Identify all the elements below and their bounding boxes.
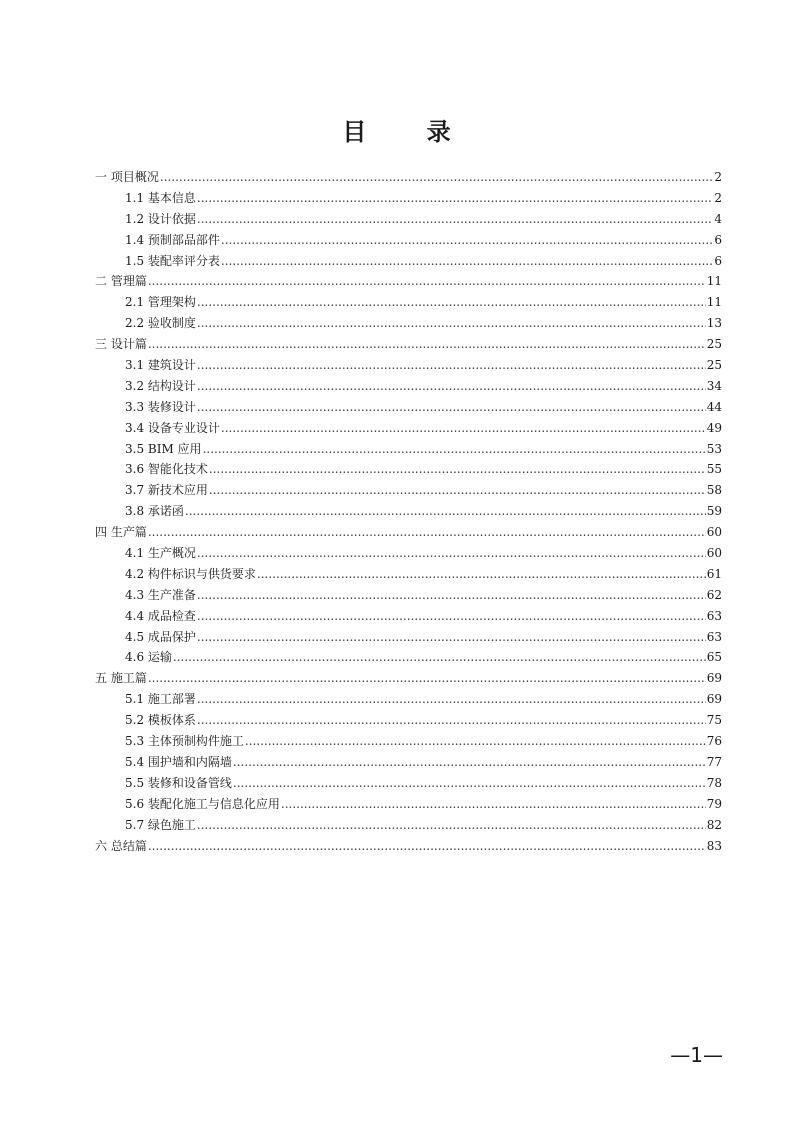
toc-entry-page-number: 11 <box>706 274 722 289</box>
toc-entry-label: 5.3 主体预制构件施工 <box>125 734 244 749</box>
toc-entry-label: 4.3 生产准备 <box>125 587 196 602</box>
toc-leader-dots <box>197 376 706 397</box>
toc-entry[interactable] <box>95 313 722 334</box>
toc-entry[interactable] <box>95 209 722 230</box>
toc-leader-dots <box>197 397 706 418</box>
toc-entry-page-number: 13 <box>706 316 722 331</box>
toc-entry-page-number: 65 <box>706 650 722 665</box>
toc-leader-dots <box>197 355 706 376</box>
toc-entry-page-number: 59 <box>706 504 722 519</box>
toc-entry[interactable] <box>95 773 722 794</box>
toc-entry-label: 3.4 设备专业设计 <box>125 420 220 435</box>
toc-entry-label: 六 总结篇 <box>95 838 147 853</box>
toc-leader-dots <box>203 439 706 460</box>
toc-leader-dots <box>197 543 706 564</box>
toc-entry-page-number: 55 <box>706 462 722 477</box>
toc-entry[interactable] <box>95 564 722 585</box>
toc-leader-dots <box>281 794 706 815</box>
toc-entry-label: 1.4 预制部品部件 <box>125 232 220 247</box>
toc-leader-dots <box>245 731 706 752</box>
toc-entry[interactable] <box>95 418 722 439</box>
toc-entry-page-number: 82 <box>706 817 722 832</box>
toc-entry-page-number: 78 <box>706 775 722 790</box>
toc-leader-dots <box>148 271 706 292</box>
toc-entry[interactable] <box>95 271 722 292</box>
toc-entry-page-number: 2 <box>714 190 722 205</box>
page-number: —1— <box>670 1043 723 1067</box>
toc-leader-dots <box>209 480 706 501</box>
toc-entry-page-number: 60 <box>706 546 722 561</box>
toc-leader-dots <box>197 209 713 230</box>
toc-leader-dots <box>197 188 713 209</box>
toc-entry[interactable] <box>95 668 722 689</box>
toc-leader-dots <box>197 313 706 334</box>
toc-leader-dots <box>148 522 706 543</box>
toc-entry-label: 5.5 装修和设备管线 <box>125 775 232 790</box>
toc-entry-label: 3.3 装修设计 <box>125 399 196 414</box>
toc-entry-label: 4.6 运输 <box>125 650 172 665</box>
toc-entry[interactable] <box>95 647 722 668</box>
toc-entry-page-number: 44 <box>706 399 722 414</box>
toc-leader-dots <box>197 710 706 731</box>
toc-entry-label: 3.7 新技术应用 <box>125 483 208 498</box>
toc-entry[interactable] <box>95 501 722 522</box>
toc-entry-label: 3.6 智能化技术 <box>125 462 208 477</box>
toc-entry-page-number: 75 <box>706 713 722 728</box>
toc-entry-label: 4.4 成品检查 <box>125 608 196 623</box>
toc-leader-dots <box>197 627 706 648</box>
toc-entry-page-number: 77 <box>706 754 722 769</box>
toc-leader-dots <box>233 752 706 773</box>
toc-entry-label: 1.5 装配率评分表 <box>125 253 220 268</box>
toc-entry-page-number: 60 <box>706 525 722 540</box>
toc-entry-label: 1.2 设计依据 <box>125 211 196 226</box>
toc-leader-dots <box>197 815 706 836</box>
toc-leader-dots <box>221 418 706 439</box>
toc-leader-dots <box>173 647 706 668</box>
toc-entry[interactable] <box>95 585 722 606</box>
toc-entry-label: 4.5 成品保护 <box>125 629 196 644</box>
toc-entry[interactable] <box>95 543 722 564</box>
toc-entry-label: 5.2 模板体系 <box>125 713 196 728</box>
toc-entry[interactable] <box>95 731 722 752</box>
toc-entry-page-number: 62 <box>706 587 722 602</box>
toc-entry-label: 3.5 BIM 应用 <box>125 441 202 456</box>
toc-entry-page-number: 34 <box>706 378 722 393</box>
toc-entry-label: 3.8 承诺函 <box>125 504 184 519</box>
toc-entry[interactable] <box>95 376 722 397</box>
toc-entry-page-number: 6 <box>714 232 722 247</box>
toc-entry[interactable] <box>95 397 722 418</box>
toc-entry-label: 四 生产篇 <box>95 525 147 540</box>
toc-entry-label: 1.1 基本信息 <box>125 190 196 205</box>
toc-entry-label: 5.7 绿色施工 <box>125 817 196 832</box>
toc-entry[interactable] <box>95 188 722 209</box>
toc-leader-dots <box>221 251 713 272</box>
toc-entry-page-number: 61 <box>706 566 722 581</box>
toc-entry-label: 五 施工篇 <box>95 671 147 686</box>
toc-entry[interactable] <box>95 355 722 376</box>
toc-entry-page-number: 53 <box>706 441 722 456</box>
toc-entry[interactable] <box>95 292 722 313</box>
toc-entry-page-number: 2 <box>714 170 722 184</box>
toc-entry-page-number: 6 <box>714 253 722 268</box>
toc-entry[interactable] <box>95 710 722 731</box>
toc-entry-page-number: 63 <box>706 629 722 644</box>
toc-entry-page-number: 58 <box>706 483 722 498</box>
toc-entry[interactable] <box>95 167 722 188</box>
toc-entry-label: 4.1 生产概况 <box>125 546 196 561</box>
toc-entry[interactable] <box>95 230 722 251</box>
table-of-contents <box>95 167 722 856</box>
toc-entry[interactable] <box>95 689 722 710</box>
toc-entry-label: 2.1 管理架构 <box>125 295 196 310</box>
toc-leader-dots <box>209 459 706 480</box>
toc-leader-dots <box>197 292 706 313</box>
toc-entry-label: 5.6 装配化施工与信息化应用 <box>125 796 280 811</box>
toc-entry[interactable] <box>95 439 722 460</box>
toc-entry-label: 3.1 建筑设计 <box>125 358 196 373</box>
toc-entry-page-number: 76 <box>706 734 722 749</box>
toc-entry-label: 三 设计篇 <box>95 337 147 352</box>
toc-entry-label: 二 管理篇 <box>95 274 147 289</box>
toc-entry[interactable] <box>95 251 722 272</box>
toc-leader-dots <box>148 334 706 355</box>
toc-entry-page-number: 25 <box>706 358 722 373</box>
toc-entry-page-number: 83 <box>706 838 722 853</box>
toc-entry-label: 4.2 构件标识与供货要求 <box>125 566 256 581</box>
toc-entry[interactable] <box>95 522 722 543</box>
toc-entry[interactable] <box>95 480 722 501</box>
toc-entry-page-number: 49 <box>706 420 722 435</box>
toc-entry-page-number: 63 <box>706 608 722 623</box>
toc-leader-dots <box>148 668 706 689</box>
toc-leader-dots <box>197 585 706 606</box>
page-title: 目 录 <box>342 117 477 147</box>
toc-entry-page-number: 11 <box>706 295 722 310</box>
toc-leader-dots <box>257 564 706 585</box>
toc-entry[interactable] <box>95 794 722 815</box>
toc-entry[interactable] <box>95 459 722 480</box>
toc-entry[interactable] <box>95 334 722 355</box>
toc-entry-page-number: 69 <box>706 692 722 707</box>
toc-entry-page-number: 69 <box>706 671 722 686</box>
toc-leader-dots <box>233 773 706 794</box>
toc-entry-label: 2.2 验收制度 <box>125 316 196 331</box>
toc-entry-label: 5.4 围护墙和内隔墙 <box>125 754 232 769</box>
toc-leader-dots <box>197 689 706 710</box>
toc-entry-page-number: 4 <box>714 211 722 226</box>
toc-leader-dots <box>185 501 706 522</box>
toc-entry[interactable] <box>95 627 722 648</box>
toc-leader-dots <box>148 836 706 857</box>
toc-entry[interactable] <box>95 815 722 836</box>
toc-leader-dots <box>160 167 714 188</box>
toc-entry-label: 3.2 结构设计 <box>125 378 196 393</box>
toc-entry-page-number: 25 <box>706 337 722 352</box>
toc-leader-dots <box>221 230 713 251</box>
toc-entry[interactable] <box>95 752 722 773</box>
toc-entry-page-number: 79 <box>706 796 722 811</box>
toc-entry[interactable] <box>95 606 722 627</box>
toc-entry-label: 一 项目概况 <box>95 170 159 184</box>
toc-entry[interactable] <box>95 836 722 857</box>
toc-leader-dots <box>197 606 706 627</box>
toc-entry-label: 5.1 施工部署 <box>125 692 196 707</box>
